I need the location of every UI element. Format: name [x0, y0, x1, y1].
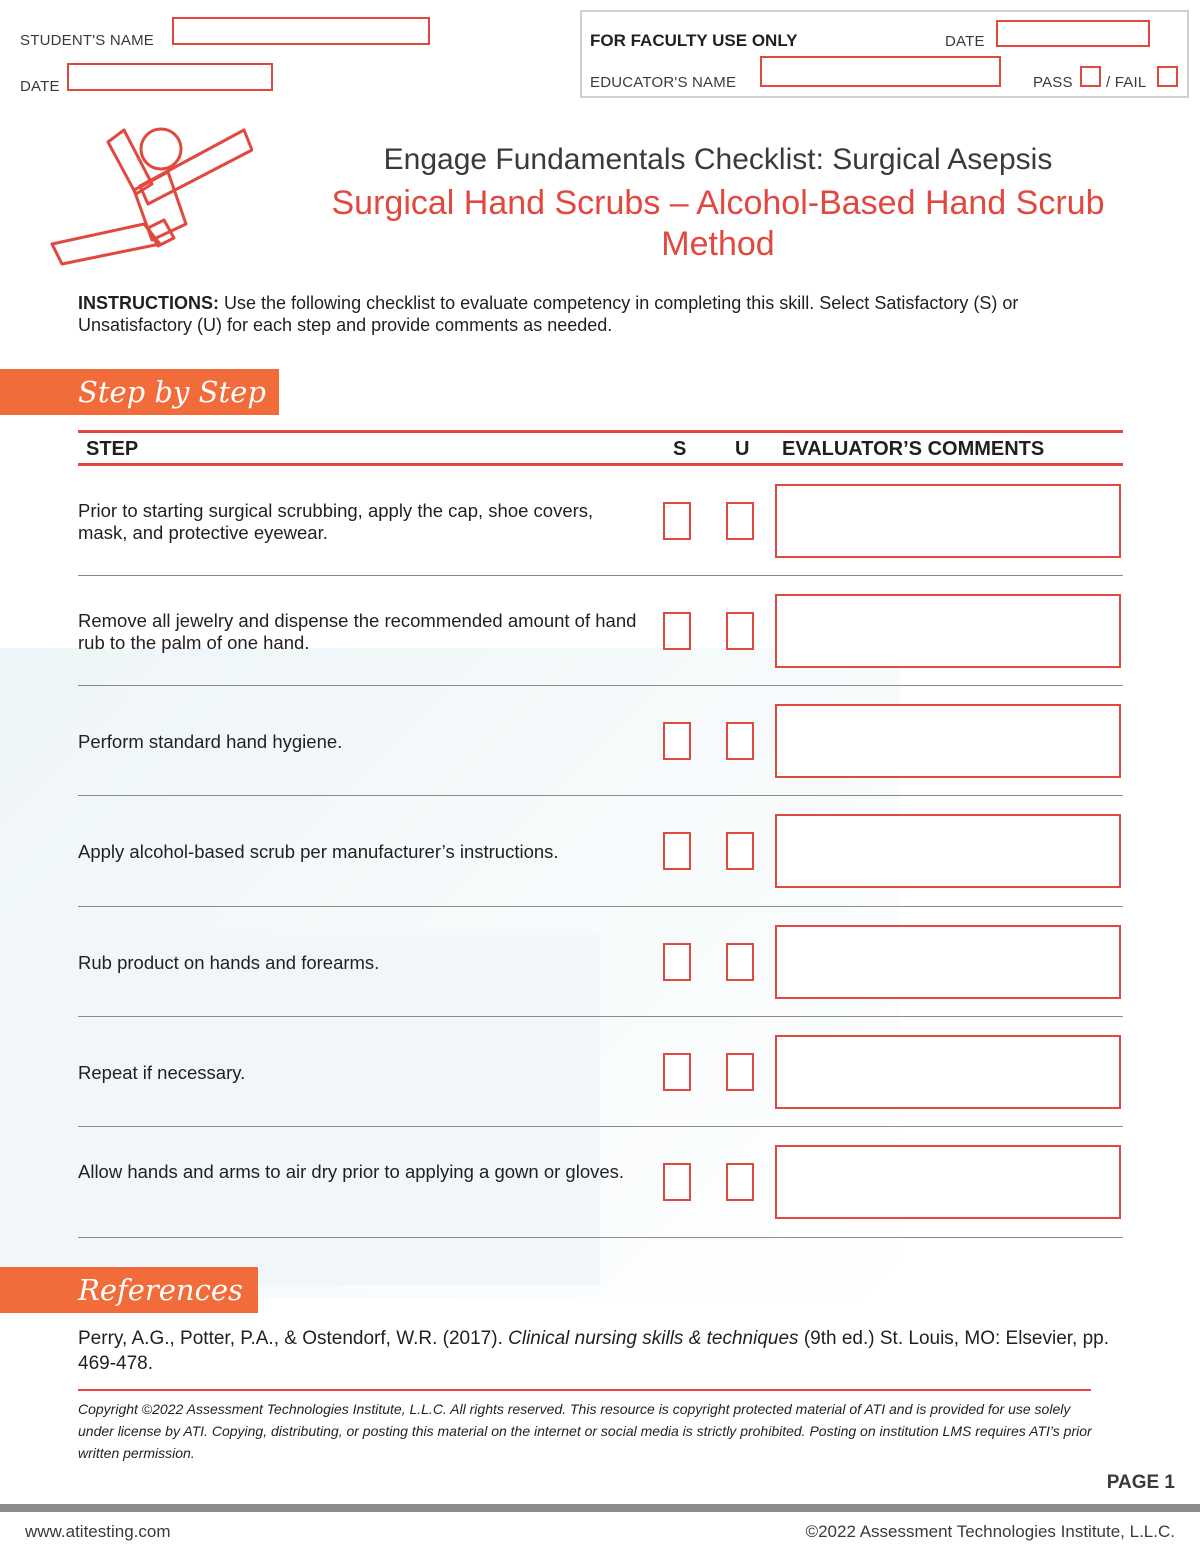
ati-figure-logo-icon — [48, 124, 253, 269]
unsatisfactory-checkbox[interactable] — [726, 1053, 754, 1091]
educator-name-label: EDUCATOR'S NAME — [590, 74, 737, 91]
table-row — [78, 796, 1123, 907]
reference-authors: Perry, A.G., Potter, P.A., & Ostendorf, W.R. (2017). — [78, 1328, 509, 1349]
table-row — [78, 1017, 1123, 1127]
instructions-text: Use the following checklist to evaluate competency in completing this skill. Select Satisfactory (S) or Unsatisfactory (U) for each step and provide comments as needed. — [78, 293, 1019, 335]
step-text: Apply alcohol-based scrub per manufacturer’s instructions. — [78, 841, 559, 862]
student-date-label: DATE — [20, 78, 60, 95]
fail-label: / FAIL — [1106, 74, 1147, 91]
satisfactory-checkbox[interactable] — [663, 502, 691, 540]
col-u-header: U — [735, 438, 750, 460]
table-row — [78, 907, 1123, 1017]
step-text: Rub product on hands and forearms. — [78, 952, 380, 973]
unsatisfactory-checkbox[interactable] — [726, 832, 754, 870]
student-name-label: STUDENT'S NAME — [20, 32, 155, 49]
section-references: References — [0, 1267, 258, 1313]
step-text: Allow hands and arms to air dry prior to applying a gown or gloves. — [78, 1161, 625, 1182]
checklist-table-header — [78, 430, 1123, 466]
section-step-by-step: Step by Step — [0, 369, 279, 415]
document-subtitle-line2: Method — [661, 225, 775, 263]
evaluator-comment-field[interactable] — [775, 594, 1121, 668]
unsatisfactory-checkbox[interactable] — [726, 722, 754, 760]
step-text: Remove all jewelry and dispense the recommended amount of hand rub to the palm of one hand. — [78, 610, 637, 653]
unsatisfactory-checkbox[interactable] — [726, 612, 754, 650]
document-subtitle — [300, 183, 1136, 265]
satisfactory-checkbox[interactable] — [663, 722, 691, 760]
satisfactory-checkbox[interactable] — [663, 832, 691, 870]
faculty-date-field[interactable] — [996, 20, 1150, 47]
table-row — [78, 686, 1123, 796]
student-name-field[interactable] — [172, 17, 430, 45]
step-text: Perform standard hand hygiene. — [78, 731, 343, 752]
evaluator-comment-field[interactable] — [775, 1035, 1121, 1109]
student-date-field[interactable] — [67, 63, 273, 91]
pass-checkbox[interactable] — [1080, 66, 1101, 87]
copyright-notice: Copyright ©2022 Assessment Technologies Institute, L.L.C. All rights reserved. This resource is copyright protected material of ATI and is provided for use solely under license by ATI. Copying, distributing, or posting this material on the internet or social media is strictly prohibited. Posting on institution LMS requires ATI’s prior written permission. — [78, 1401, 1092, 1461]
unsatisfactory-checkbox[interactable] — [726, 1163, 754, 1201]
step-text: Repeat if necessary. — [78, 1062, 246, 1083]
document-title: Engage Fundamentals Checklist: Surgical Asepsis — [383, 143, 1053, 176]
reference-publisher: (9th ed.) St. Louis, MO: Elsevier, pp. 469-478. — [78, 1328, 1110, 1374]
evaluator-comment-field[interactable] — [775, 814, 1121, 888]
footer-copyright: ©2022 Assessment Technologies Institute, L.L.C. — [805, 1522, 1175, 1541]
unsatisfactory-checkbox[interactable] — [726, 502, 754, 540]
instructions — [78, 292, 1078, 336]
page-number: PAGE 1 — [1106, 1472, 1175, 1493]
pass-label: PASS — [1033, 74, 1073, 91]
instructions-label: INSTRUCTIONS: — [78, 293, 219, 313]
fail-checkbox[interactable] — [1157, 66, 1178, 87]
footer-website-link[interactable]: www.atitesting.com — [25, 1522, 171, 1541]
faculty-use-title: FOR FACULTY USE ONLY — [590, 31, 798, 50]
evaluator-comment-field[interactable] — [775, 925, 1121, 999]
table-row — [78, 1127, 1123, 1238]
col-step-header: STEP — [86, 438, 139, 460]
reference-citation — [78, 1326, 1138, 1376]
satisfactory-checkbox[interactable] — [663, 612, 691, 650]
unsatisfactory-checkbox[interactable] — [726, 943, 754, 981]
satisfactory-checkbox[interactable] — [663, 943, 691, 981]
table-row — [78, 466, 1123, 576]
reference-book-title: Clinical nursing skills & techniques — [508, 1328, 799, 1349]
table-row — [78, 576, 1123, 686]
footer-divider — [0, 1504, 1200, 1512]
col-s-header: S — [673, 438, 687, 460]
educator-name-field[interactable] — [760, 56, 1001, 87]
evaluator-comment-field[interactable] — [775, 484, 1121, 558]
satisfactory-checkbox[interactable] — [663, 1053, 691, 1091]
col-comments-header: EVALUATOR’S COMMENTS — [782, 438, 1045, 460]
faculty-date-label: DATE — [945, 33, 985, 50]
evaluator-comment-field[interactable] — [775, 1145, 1121, 1219]
satisfactory-checkbox[interactable] — [663, 1163, 691, 1201]
copyright-divider — [78, 1389, 1091, 1391]
step-text: Prior to starting surgical scrubbing, apply the cap, shoe covers, mask, and protective eyewear. — [78, 500, 594, 543]
evaluator-comment-field[interactable] — [775, 704, 1121, 778]
document-subtitle-line1: Surgical Hand Scrubs – Alcohol-Based Hand Scrub — [331, 184, 1105, 222]
